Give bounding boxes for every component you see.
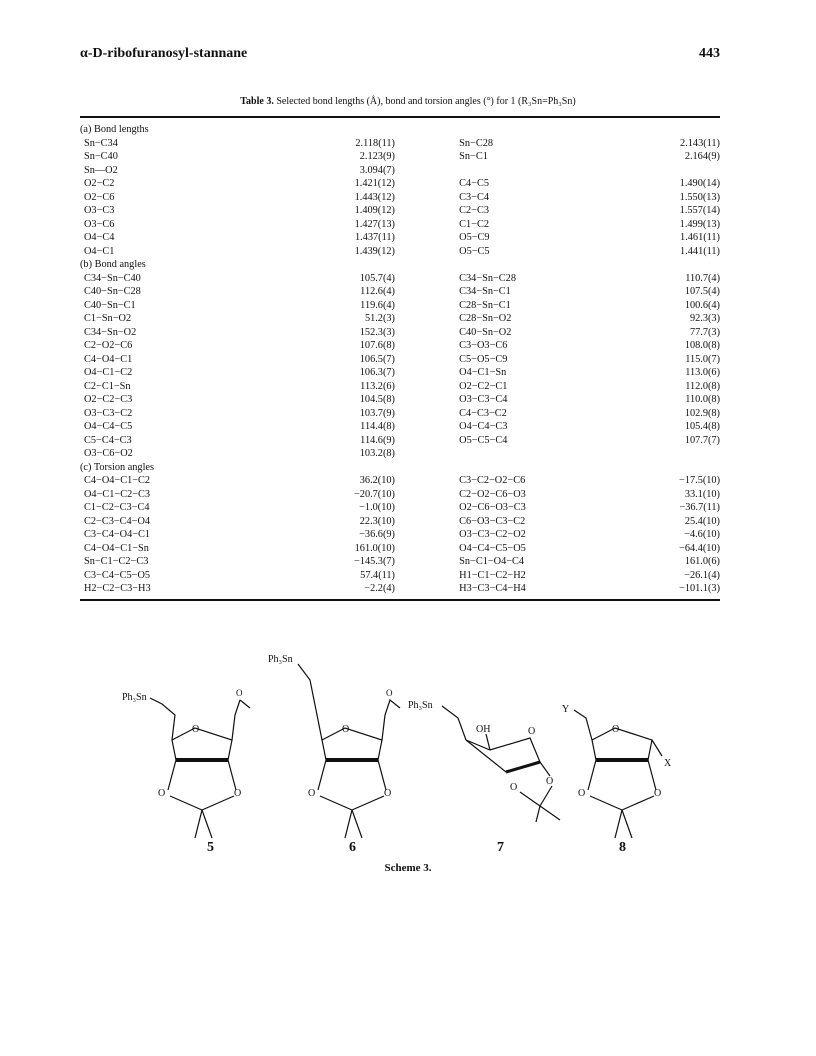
parameter-label: O5−C5−C4 <box>459 434 508 446</box>
parameter-value: 100.6(4) <box>684 299 720 311</box>
table-row <box>80 434 720 448</box>
parameter-value: 114.4(8) <box>360 421 395 432</box>
parameter-value: 1.490(14) <box>679 178 720 189</box>
ph3sn-label-7: Ph₃Sn <box>408 700 433 711</box>
svg-text:O: O <box>158 788 166 799</box>
parameter-label: C2−O2−C6 <box>84 340 133 351</box>
table-row <box>80 380 720 394</box>
table-caption-label: Table 3. <box>240 96 274 107</box>
parameter-value: 1.439(12) <box>354 245 395 257</box>
column-gap <box>395 285 459 299</box>
parameter-label: Sn−C34 <box>84 137 118 149</box>
parameter-value: 2.123(9) <box>359 151 395 162</box>
column-gap <box>395 339 459 353</box>
column-gap <box>395 582 459 596</box>
table-row <box>80 407 720 421</box>
parameter-label: O4−C4−C3 <box>459 421 508 432</box>
column-gap <box>395 204 459 218</box>
parameter-label: C3−C2−O2−C6 <box>459 475 526 486</box>
parameter-label: C4−C5 <box>459 178 489 189</box>
parameter-label: Sn−C1 <box>459 151 488 162</box>
oh-label-7: OH <box>476 724 491 735</box>
column-gap <box>395 164 459 178</box>
parameter-label: C2−C3−C4−O4 <box>84 515 151 527</box>
parameter-label: O3−C3−C4 <box>459 394 508 405</box>
table-row <box>80 231 720 245</box>
parameter-label: C34−Sn−C40 <box>84 272 141 284</box>
table-row <box>80 555 720 569</box>
parameter-label: H3−C3−C4−H4 <box>459 583 526 594</box>
parameter-value: 1.499(13) <box>679 218 720 230</box>
parameter-label: O3−C6−O2 <box>84 448 133 459</box>
table-row <box>80 353 720 367</box>
column-gap <box>395 326 459 340</box>
parameter-value: 1.443(12) <box>354 191 395 203</box>
column-gap <box>395 501 459 515</box>
parameter-value: 110.0(8) <box>685 394 720 405</box>
table-bottom-rule <box>80 599 720 601</box>
table-row <box>80 150 720 164</box>
parameter-value: 107.7(7) <box>684 434 720 446</box>
parameter-value: 33.1(10) <box>684 488 720 500</box>
parameter-value: −145.3(7) <box>353 556 395 567</box>
parameter-value <box>620 447 720 461</box>
parameter-label: C2−O2−C6−O3 <box>459 488 526 500</box>
column-gap <box>395 272 459 286</box>
svg-text:O: O <box>342 724 350 735</box>
column-gap <box>395 231 459 245</box>
parameter-value: 1.409(12) <box>354 205 395 216</box>
parameter-label: C40−Sn−C28 <box>84 286 141 297</box>
parameter-label: C3−C4 <box>459 191 489 203</box>
svg-text:O: O <box>192 724 200 735</box>
column-gap <box>395 245 459 259</box>
table-row <box>80 191 720 205</box>
parameter-value: 1.550(13) <box>679 191 720 203</box>
parameter-label: O4−C4−C5−O5 <box>459 542 526 554</box>
parameter-value: 110.7(4) <box>685 272 720 284</box>
table-section-heading <box>80 258 720 272</box>
parameter-value: −2.2(4) <box>364 583 395 594</box>
column-gap <box>395 177 459 191</box>
column-gap <box>395 488 459 502</box>
table-row <box>80 326 720 340</box>
parameter-value: 1.461(11) <box>680 232 720 243</box>
column-gap <box>395 420 459 434</box>
parameter-value: 103.2(8) <box>359 448 395 459</box>
parameter-value: 107.5(4) <box>684 286 720 297</box>
parameter-value: 36.2(10) <box>359 475 395 486</box>
table-row <box>80 515 720 529</box>
parameter-value: 112.6(4) <box>360 286 395 297</box>
parameter-label: O4−C1 <box>84 245 115 257</box>
compound-number-7: 7 <box>497 840 504 855</box>
o-label-5: O <box>236 688 243 698</box>
table-caption <box>0 96 816 107</box>
scheme-caption: Scheme 3. <box>384 862 432 874</box>
structure-5 <box>122 688 250 838</box>
column-gap <box>395 569 459 583</box>
parameter-label: C4−O4−C1−Sn <box>84 542 149 554</box>
column-gap <box>395 380 459 394</box>
column-gap <box>395 434 459 448</box>
parameter-label: O2−C6 <box>84 191 115 203</box>
column-gap <box>395 542 459 556</box>
table-row <box>80 164 720 178</box>
table-row <box>80 501 720 515</box>
parameter-label: O2−C2 <box>84 178 115 189</box>
parameter-value: −4.6(10) <box>684 529 720 540</box>
parameter-label: O4−C1−C2−C3 <box>84 488 151 500</box>
parameter-value: 119.6(4) <box>360 299 395 311</box>
parameter-value <box>620 164 720 178</box>
parameter-value: 1.557(14) <box>679 205 720 216</box>
parameter-value: 2.118(11) <box>355 137 395 149</box>
parameter-value: 102.9(8) <box>684 407 720 419</box>
parameter-label: C2−C3 <box>459 205 489 216</box>
parameter-label: C4−O4−C1−C2 <box>84 475 151 486</box>
data-table <box>80 123 720 596</box>
parameter-label: O3−C6 <box>84 218 115 230</box>
parameter-value: −36.6(9) <box>359 529 395 540</box>
svg-text:O: O <box>384 788 392 799</box>
parameter-value: −20.7(10) <box>353 488 395 500</box>
parameter-value: 113.2(6) <box>360 380 395 392</box>
column-gap <box>395 218 459 232</box>
x-label-8: X <box>664 758 672 769</box>
section-title: (c) Torsion angles <box>80 461 155 473</box>
table-row <box>80 488 720 502</box>
column-gap <box>395 312 459 326</box>
parameter-value: 22.3(10) <box>359 515 395 527</box>
parameter-label: O4−C4−C5 <box>84 421 133 432</box>
svg-text:O: O <box>308 788 316 799</box>
table-row <box>80 474 720 488</box>
parameter-label: O2−C6−O3−C3 <box>459 502 526 513</box>
compound-number-6: 6 <box>349 840 356 855</box>
parameter-value: 51.2(3) <box>364 313 395 324</box>
parameter-value: 108.0(8) <box>684 340 720 351</box>
table-row <box>80 218 720 232</box>
table-row <box>80 245 720 259</box>
table-row <box>80 312 720 326</box>
parameter-value: −17.5(10) <box>679 475 720 486</box>
parameter-label: Sn—O2 <box>84 164 118 176</box>
parameter-value: 105.7(4) <box>359 272 395 284</box>
parameter-label: O3−C3 <box>84 205 115 216</box>
parameter-value: 2.143(11) <box>680 137 720 149</box>
parameter-label: C3−C4−C5−O5 <box>84 569 151 581</box>
table-row <box>80 204 720 218</box>
table-row <box>80 447 720 461</box>
parameter-value: −64.4(10) <box>679 542 720 554</box>
column-gap <box>395 474 459 488</box>
column-gap <box>395 137 459 151</box>
column-gap <box>395 515 459 529</box>
parameter-label: O3−C3−C2−O2 <box>459 529 526 540</box>
column-gap <box>395 353 459 367</box>
parameter-value: 106.3(7) <box>359 367 395 378</box>
svg-text:O: O <box>612 724 620 735</box>
parameter-label: C2−C1−Sn <box>84 380 131 392</box>
column-gap <box>395 299 459 313</box>
parameter-label: C4−C3−C2 <box>459 407 507 419</box>
parameter-label: Sn−C1−O4−C4 <box>459 556 525 567</box>
parameter-value: 161.0(10) <box>354 542 395 554</box>
parameter-label: Sn−C28 <box>459 137 494 149</box>
parameter-value: 106.5(7) <box>359 353 395 365</box>
parameter-value: 107.6(8) <box>359 340 395 351</box>
parameter-value: 161.0(6) <box>684 556 720 567</box>
parameter-label: C34−Sn−C28 <box>459 272 516 284</box>
parameter-value: 25.4(10) <box>684 515 720 527</box>
parameter-value: 1.437(11) <box>355 232 395 243</box>
parameter-label: C5−C4−C3 <box>84 434 132 446</box>
parameter-label: C3−C4−O4−C1 <box>84 529 151 540</box>
parameter-label: C5−O5−C9 <box>459 353 508 365</box>
structure-8 <box>562 704 672 838</box>
parameter-label: H2−C2−C3−H3 <box>84 583 151 594</box>
parameter-label: O4−C4 <box>84 232 115 243</box>
parameter-label: Sn−C1−C2−C3 <box>84 556 149 567</box>
parameter-label: Sn−C40 <box>84 151 118 162</box>
table-row <box>80 582 720 596</box>
parameter-value: 92.3(3) <box>689 313 720 324</box>
column-gap <box>395 366 459 380</box>
parameter-label: C34−Sn−C1 <box>459 286 511 297</box>
svg-text:O: O <box>654 788 662 799</box>
table-row <box>80 285 720 299</box>
parameter-value: 115.0(7) <box>685 353 720 365</box>
table-row <box>80 177 720 191</box>
parameter-label: C1−C2−C3−C4 <box>84 502 150 513</box>
parameter-value: −36.7(11) <box>679 502 720 513</box>
parameter-value: 3.094(7) <box>359 164 395 176</box>
column-gap <box>395 555 459 569</box>
parameter-label: H1−C1−C2−H2 <box>459 569 526 581</box>
table-row <box>80 299 720 313</box>
parameter-label: O2−C2−C3 <box>84 394 133 405</box>
table-section-heading <box>80 123 720 137</box>
parameter-label: C1−Sn−O2 <box>84 313 132 324</box>
parameter-value: 114.6(9) <box>360 434 395 446</box>
parameter-label: C40−Sn−O2 <box>459 326 512 338</box>
parameter-label: C34−Sn−O2 <box>84 326 137 338</box>
column-gap <box>395 407 459 421</box>
section-title: (a) Bond lengths <box>80 124 149 135</box>
column-gap <box>395 447 459 461</box>
table-row <box>80 137 720 151</box>
chemical-structures-drawing <box>110 650 720 880</box>
ph3sn-label-6: Ph₃Sn <box>268 654 293 665</box>
scheme-3-structures <box>110 650 720 880</box>
parameter-label: C1−C2 <box>459 218 489 230</box>
parameter-value: 1.441(11) <box>680 245 720 257</box>
parameter-label: C28−Sn−O2 <box>459 313 512 324</box>
svg-text:O: O <box>510 782 518 793</box>
parameter-value: 77.7(3) <box>689 326 720 338</box>
parameter-value: 104.5(8) <box>359 394 395 405</box>
compound-number-8: 8 <box>619 840 626 855</box>
parameter-label: O4−C1−C2 <box>84 367 133 378</box>
table-caption-text: Selected bond lengths (Å), bond and torsion angles (°) for 1 (R₃Sn=Ph₃Sn) <box>276 96 576 107</box>
parameter-value: 1.421(12) <box>354 178 395 189</box>
parameter-label <box>459 447 620 461</box>
section-title: (b) Bond angles <box>80 259 146 270</box>
running-title: α-D-ribofuranosyl-stannane <box>80 46 248 61</box>
parameter-label: O2−C2−C1 <box>459 380 508 392</box>
parameter-value: 152.3(3) <box>359 326 395 338</box>
table-row <box>80 366 720 380</box>
page-number: 443 <box>699 46 720 61</box>
parameter-label: C28−Sn−C1 <box>459 299 511 311</box>
table-row <box>80 420 720 434</box>
table-row <box>80 393 720 407</box>
table-section-heading <box>80 461 720 475</box>
column-gap <box>395 528 459 542</box>
structure-6 <box>268 654 400 838</box>
column-gap <box>395 393 459 407</box>
structure-7 <box>408 700 560 822</box>
svg-text:O: O <box>234 788 242 799</box>
parameter-label: O5−C5 <box>459 245 490 257</box>
parameter-value: 1.427(13) <box>354 218 395 230</box>
parameter-value: −101.1(3) <box>679 583 720 594</box>
table-row <box>80 272 720 286</box>
parameter-label: O4−C1−Sn <box>459 367 507 378</box>
parameter-label: C3−O3−C6 <box>459 340 508 351</box>
table-row <box>80 542 720 556</box>
svg-text:O: O <box>546 776 554 787</box>
parameter-label <box>459 164 620 178</box>
parameter-label: C6−O3−C3−C2 <box>459 515 526 527</box>
parameter-value: 57.4(11) <box>360 569 395 581</box>
parameter-label: C4−O4−C1 <box>84 353 133 365</box>
parameter-value: 112.0(8) <box>685 380 720 392</box>
table-row <box>80 528 720 542</box>
parameter-label: O5−C9 <box>459 232 490 243</box>
parameter-label: C40−Sn−C1 <box>84 299 136 311</box>
compound-number-5: 5 <box>207 840 214 855</box>
table-row <box>80 339 720 353</box>
column-gap <box>395 191 459 205</box>
y-label-8: Y <box>562 704 570 715</box>
svg-text:O: O <box>578 788 586 799</box>
table-row <box>80 569 720 583</box>
svg-text:O: O <box>386 688 393 698</box>
ph3sn-label-5: Ph₃Sn <box>122 692 147 703</box>
parameter-value: 103.7(9) <box>359 407 395 419</box>
svg-text:O: O <box>528 726 536 737</box>
parameter-value: −26.1(4) <box>684 569 720 581</box>
parameter-value: 2.164(9) <box>684 151 720 162</box>
table-top-rule <box>80 116 720 118</box>
parameter-value: −1.0(10) <box>359 502 395 513</box>
parameter-label: O3−C3−C2 <box>84 407 133 419</box>
parameter-value: 105.4(8) <box>684 421 720 432</box>
parameter-value: 113.0(6) <box>685 367 720 378</box>
column-gap <box>395 150 459 164</box>
